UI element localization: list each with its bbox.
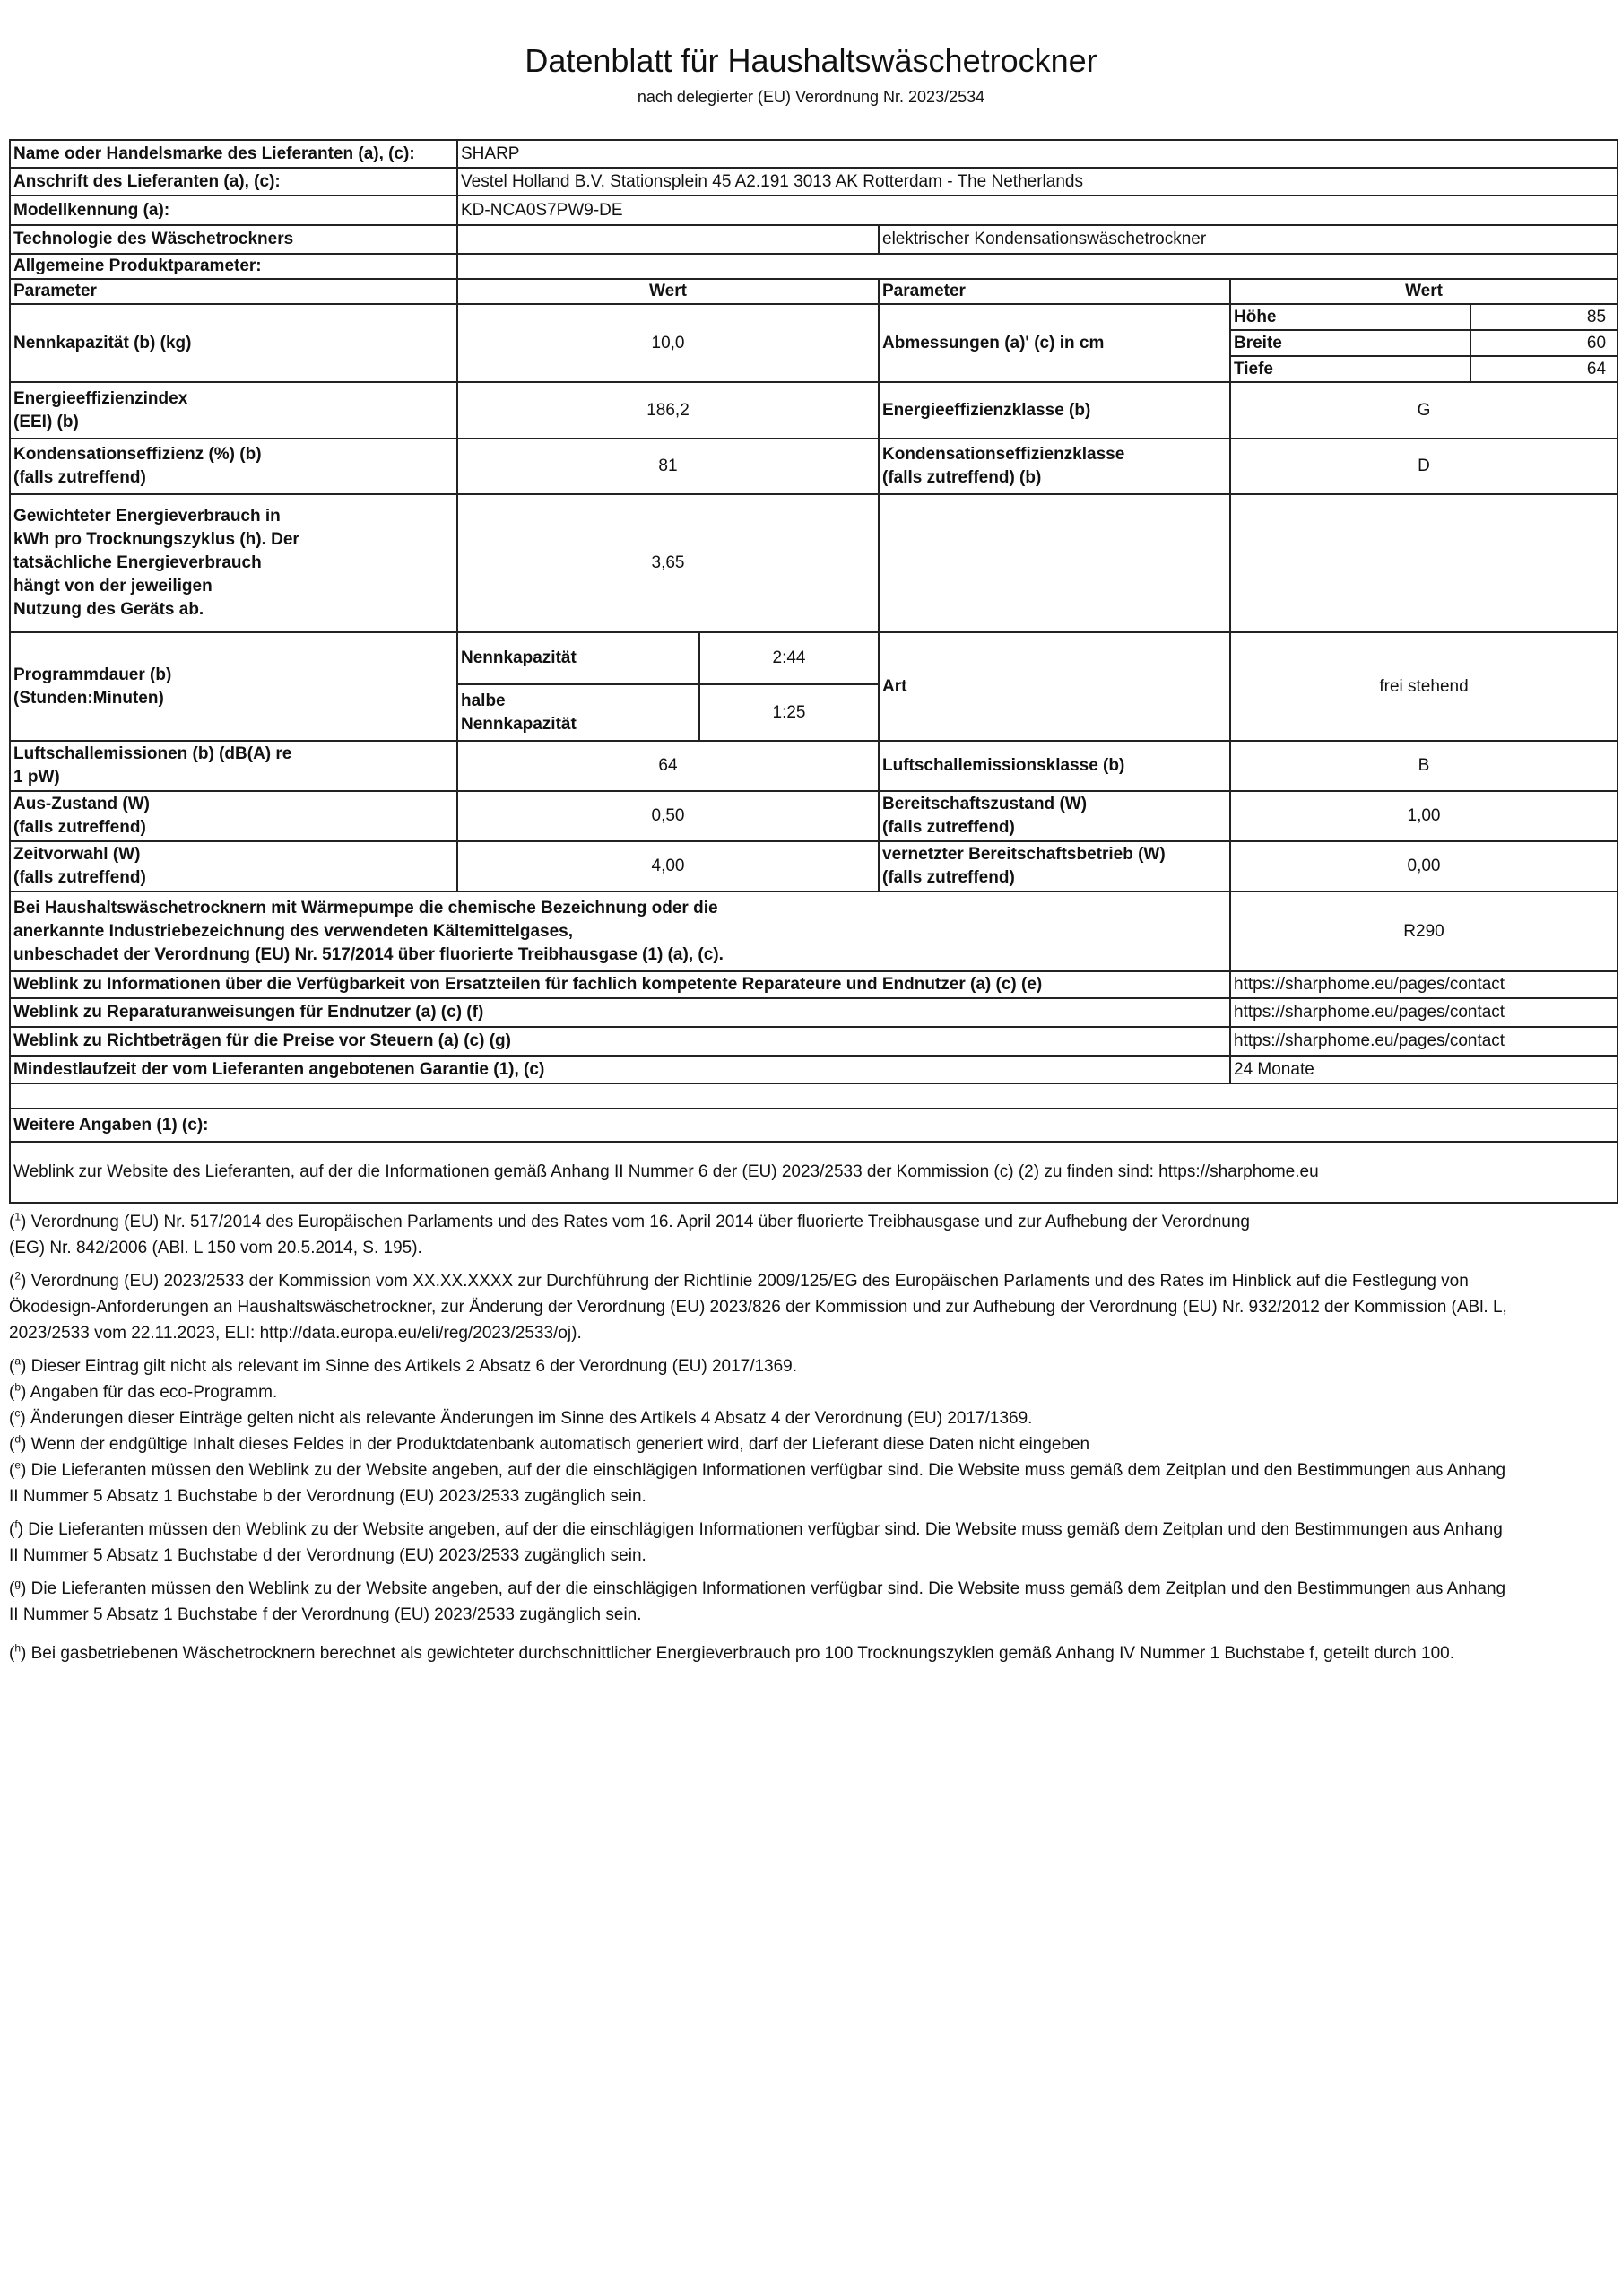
param-header-left: Parameter [10, 279, 457, 304]
eei-label: Energieeffizienzindex (EEI) (b) [10, 382, 457, 439]
row-noise [10, 741, 1618, 791]
type-value: frei stehend [1230, 632, 1618, 741]
width-label: Breite [1230, 330, 1470, 356]
row-eei [10, 382, 1618, 439]
footnote-2: ($^2$) Verordnung (EU) 2023/2533 der Kommission vom XX.XX.XXXX zur Durchführung der Richtlinie 2009/125/EG des Europäischen Parlaments und des Rates im Hinblick auf die Festlegung von Ökodesign-Anforderungen an Haushaltswäschetrockner, zur Änderung der Verordnung (EU) 2023/826 der Kommission und zur Aufhebung der Verordnung (EU) Nr. 932/2012 der Kommission (ABl. L, 2023/2533 vom 22.11.2023, ELI: http://data.europa.eu/eli/reg/2023/2533/oj). [9, 1269, 1507, 1343]
general-empty [457, 254, 1618, 279]
brand-label: Name oder Handelsmarke des Lieferanten (a), (c): [10, 140, 457, 168]
condensation-class-label: Kondensationseffizienzklasse (falls zutreffend) (b) [879, 439, 1230, 494]
spare-parts-label: Weblink zu Informationen über die Verfügbarkeit von Ersatzteilen für fachlich kompetente Reparateure und Endnutzer (a) (c) (e) [10, 971, 1230, 998]
value-header-left: Wert [457, 279, 879, 304]
warranty-label: Mindestlaufzeit der vom Lieferanten angebotenen Garantie (1), (c) [10, 1056, 1230, 1083]
further-label: Weitere Angaben (1) (c): [10, 1109, 1618, 1142]
condensation-label: Kondensationseffizienz (%) (b) (falls zutreffend) [10, 439, 457, 494]
model-value: KD-NCA0S7PW9-DE [457, 196, 1618, 225]
spare-parts-link[interactable]: https://sharphome.eu/pages/contact [1230, 971, 1618, 998]
repair-label: Weblink zu Reparaturanweisungen für Endnutzer (a) (c) (f) [10, 998, 1230, 1027]
noise-class-label: Luftschallemissionsklasse (b) [879, 741, 1230, 791]
capacity-label: Nennkapazität (b) (kg) [10, 304, 457, 382]
row-capacity-1 [10, 304, 1618, 330]
param-header-right: Parameter [879, 279, 1230, 304]
repair-link[interactable]: https://sharphome.eu/pages/contact [1230, 998, 1618, 1027]
delay-value: 4,00 [457, 841, 879, 891]
program-half-value: 1:25 [699, 684, 879, 741]
row-refrigerant [10, 891, 1618, 971]
footnote-1: ($^1$) Verordnung (EU) Nr. 517/2014 des Europäischen Parlaments und des Rates vom 16. April 2014 über fluorierte Treibhausgase und zur Aufhebung der Verordnung (EG) Nr. 842/2006 (ABl. L 150 vom 20.5.2014, S. 195). [9, 1210, 1250, 1257]
refrigerant-label: Bei Haushaltswäschetrocknern mit Wärmepumpe die chemische Bezeichnung oder die anerkannte Industriebezeichnung des verwendeten Kältemittelgases, unbeschadet der Verordnung (EU) Nr. 517/2014 über fluorierte Treibhausgase (1) (a), (c). [10, 891, 1230, 971]
warranty-value: 24 Monate [1230, 1056, 1618, 1083]
footnote-f: ($^f$) Die Lieferanten müssen den Weblink zu der Website angeben, auf der die einschlägigen Informationen verfügbar sind. Die Website muss gemäß dem Zeitplan und den Bestimmungen aus Anhang II Nummer 5 Absatz 1 Buchstabe d der Verordnung (EU) 2023/2533 zugänglich sein. [9, 1518, 1503, 1565]
program-full-label: Nennkapazität [457, 632, 699, 684]
address-value: Vestel Holland B.V. Stationsplein 45 A2.191 3013 AK Rotterdam - The Netherlands [457, 168, 1618, 196]
footnote-a: ($^a$) Dieser Eintrag gilt nicht als relevant im Sinne des Artikels 2 Absatz 6 der Verordnung (EU) 2017/1369. [9, 1354, 798, 1376]
datasheet-table [9, 139, 1618, 1204]
prices-link[interactable]: https://sharphome.eu/pages/contact [1230, 1027, 1618, 1056]
noise-class-value: B [1230, 741, 1618, 791]
condensation-class-value: D [1230, 439, 1618, 494]
weblink-supplier-text: Weblink zur Website des Lieferanten, auf der die Informationen gemäß Anhang II Nummer 6 der (EU) 2023/2533 der Kommission (c) (2) zu finden sind: https://sharphome.eu [10, 1142, 1618, 1203]
energy-empty-param [879, 494, 1230, 632]
footnote-h: ($^h$) Bei gasbetriebenen Wäschetrocknern berechnet als gewichteter durchschnittlicher Energieverbrauch pro 100 Trocknungszyklen gemäß Anhang IV Nummer 1 Buchstabe f, geteilt durch 100. [9, 1641, 1455, 1663]
noise-value: 64 [457, 741, 879, 791]
row-further [10, 1109, 1618, 1142]
program-label: Programmdauer (b) (Stunden:Minuten) [10, 632, 457, 741]
row-brand [10, 140, 1618, 168]
row-condensation [10, 439, 1618, 494]
row-energy [10, 494, 1618, 632]
footnote-b: ($^b$) Angaben für das eco-Programm. [9, 1380, 278, 1402]
page-title: Datenblatt für Haushaltswäschetrockner [525, 42, 1097, 79]
depth-label: Tiefe [1230, 356, 1470, 382]
footnotes [9, 1209, 1614, 1674]
energy-value: 3,65 [457, 494, 879, 632]
prices-label: Weblink zu Richtbeträgen für die Preise vor Steuern (a) (c) (g) [10, 1027, 1230, 1056]
row-general [10, 254, 1618, 279]
row-spacer [10, 1083, 1618, 1109]
technology-spacer [457, 225, 879, 254]
row-delay [10, 841, 1618, 891]
technology-value: elektrischer Kondensationswäschetrockner [879, 225, 1618, 254]
condensation-value: 81 [457, 439, 879, 494]
standby-label: Bereitschaftszustand (W) (falls zutreffend) [879, 791, 1230, 841]
energy-label: Gewichteter Energieverbrauch in kWh pro Trocknungszyklus (h). Der tatsächliche Energieverbrauch hängt von der jeweiligen Nutzung des Geräts ab. [10, 494, 457, 632]
row-off-mode [10, 791, 1618, 841]
energy-empty-value [1230, 494, 1618, 632]
program-full-value: 2:44 [699, 632, 879, 684]
row-prices [10, 1027, 1618, 1056]
delay-label: Zeitvorwahl (W) (falls zutreffend) [10, 841, 457, 891]
energy-class-label: Energieeffizienzklasse (b) [879, 382, 1230, 439]
width-value: 60 [1470, 330, 1618, 356]
row-model [10, 196, 1618, 225]
type-label: Art [879, 632, 1230, 741]
model-label: Modellkennung (a): [10, 196, 457, 225]
footnote-d: ($^d$) Wenn der endgültige Inhalt dieses Feldes in der Produktdatenbank automatisch generiert wird, darf der Lieferant diese Daten nicht eingeben [9, 1432, 1090, 1454]
row-column-header [10, 279, 1618, 304]
standby-value: 1,00 [1230, 791, 1618, 841]
off-mode-value: 0,50 [457, 791, 879, 841]
general-label: Allgemeine Produktparameter: [10, 254, 457, 279]
row-technology [10, 225, 1618, 254]
value-header-right: Wert [1230, 279, 1618, 304]
eei-value: 186,2 [457, 382, 879, 439]
height-label: Höhe [1230, 304, 1470, 330]
technology-label: Technologie des Wäschetrockners [10, 225, 457, 254]
row-weblink-supplier [10, 1142, 1618, 1203]
refrigerant-value: R290 [1230, 891, 1618, 971]
footnote-e: ($^e$) Die Lieferanten müssen den Weblink zu der Website angeben, auf der die einschlägigen Informationen verfügbar sind. Die Website muss gemäß dem Zeitplan und den Bestimmungen aus Anhang II Nummer 5 Absatz 1 Buchstabe b der Verordnung (EU) 2023/2533 zugänglich sein. [9, 1458, 1506, 1506]
row-repair [10, 998, 1618, 1027]
energy-class-value: G [1230, 382, 1618, 439]
row-program-1 [10, 632, 1618, 684]
capacity-value: 10,0 [457, 304, 879, 382]
page-subtitle: nach delegierter (EU) Verordnung Nr. 2023/2534 [637, 88, 985, 106]
row-warranty [10, 1056, 1618, 1083]
footnote-g: ($^g$) Die Lieferanten müssen den Weblink zu der Website angeben, auf der die einschlägigen Informationen verfügbar sind. Die Website muss gemäß dem Zeitplan und den Bestimmungen aus Anhang II Nummer 5 Absatz 1 Buchstabe f der Verordnung (EU) 2023/2533 zugänglich sein. [9, 1577, 1506, 1624]
depth-value: 64 [1470, 356, 1618, 382]
noise-label: Luftschallemissionen (b) (dB(A) re 1 pW) [10, 741, 457, 791]
spacer-cell [10, 1083, 1618, 1109]
height-value: 85 [1470, 304, 1618, 330]
footnote-c: ($^c$) Änderungen dieser Einträge gelten nicht als relevante Änderungen im Sinne des Artikels 4 Absatz 4 der Verordnung (EU) 2017/1369. [9, 1406, 1033, 1428]
program-half-label: halbe Nennkapazität [457, 684, 699, 741]
brand-value: SHARP [457, 140, 1618, 168]
dimensions-label: Abmessungen (a)' (c) in cm [879, 304, 1230, 382]
network-standby-label: vernetzter Bereitschaftsbetrieb (W) (falls zutreffend) [879, 841, 1230, 891]
row-address [10, 168, 1618, 196]
off-mode-label: Aus-Zustand (W) (falls zutreffend) [10, 791, 457, 841]
address-label: Anschrift des Lieferanten (a), (c): [10, 168, 457, 196]
network-standby-value: 0,00 [1230, 841, 1618, 891]
row-spare-parts [10, 971, 1618, 998]
